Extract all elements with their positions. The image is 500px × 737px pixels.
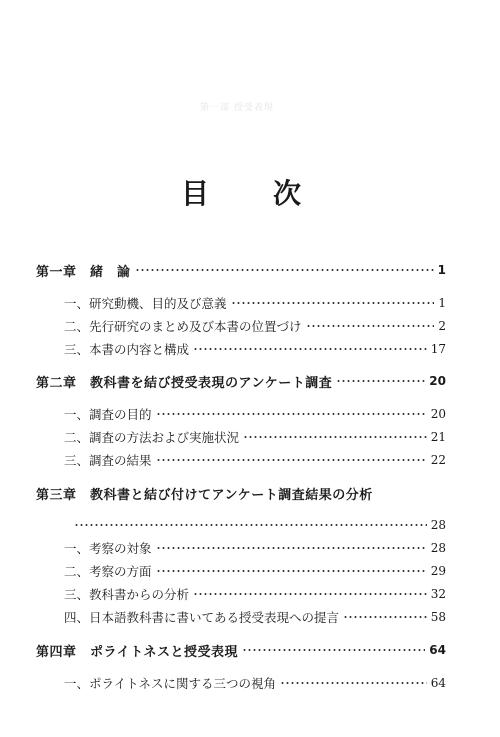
dot-leader: [306, 325, 435, 327]
toc-entry-page: 29: [430, 564, 446, 578]
toc-entry-label: 第二章 教科書を結び授受表現のアンケート調査: [36, 375, 333, 391]
toc-entry-page: 64: [430, 676, 446, 690]
toc-entry-page: 32: [430, 587, 446, 601]
toc-entry-section[interactable]: [64, 427, 446, 447]
toc-entry-label: 三、調査の結果: [64, 453, 152, 468]
dot-leader: [343, 616, 427, 618]
toc-entry-page: 64: [429, 643, 446, 657]
toc-entry-page: 2: [438, 319, 446, 333]
dot-leader: [135, 269, 434, 271]
dot-leader: [336, 380, 425, 382]
dot-leader: [193, 593, 427, 595]
dot-leader: [156, 570, 427, 572]
toc-entry-label: 四、日本語教科書に書いてある授受表現への提言: [64, 610, 340, 625]
toc-entry-label: 二、考察の方面: [64, 564, 152, 579]
toc-entry-section[interactable]: [64, 673, 446, 693]
toc-entry-section[interactable]: [64, 607, 446, 627]
toc-entry-section[interactable]: [64, 339, 446, 359]
toc-entry-chapter-4[interactable]: [36, 640, 446, 660]
toc-entry-page: 28: [430, 541, 446, 555]
dot-leader: [193, 348, 427, 350]
toc-entry-label: 一、考察の対象: [64, 541, 152, 556]
toc-entry-page: 1: [438, 296, 446, 310]
toc-entry-page: 28: [430, 518, 446, 532]
toc-entry-continuation[interactable]: [74, 515, 446, 535]
toc-entry-page: 20: [430, 407, 446, 421]
toc-entry-label: 三、教科書からの分析: [64, 587, 190, 602]
dot-leader: [156, 547, 427, 549]
toc-entry-section[interactable]: [64, 584, 446, 604]
toc-entry-chapter-1[interactable]: [36, 260, 446, 280]
toc-entry-section[interactable]: [64, 561, 446, 581]
toc-entry-label: 第一章 緒 論: [36, 264, 131, 280]
toc-entry-label: 一、調査の目的: [64, 407, 152, 422]
toc-entry-label: 二、先行研究のまとめ及び本書の位置づけ: [64, 319, 302, 334]
toc-entry-section[interactable]: [64, 316, 446, 336]
toc-entry-page: 1: [437, 263, 446, 277]
toc-entry-section[interactable]: [64, 404, 446, 424]
dot-leader: [156, 459, 427, 461]
toc-entry-page: 21: [430, 430, 446, 444]
dot-leader: [156, 413, 427, 415]
toc-entry-page: 17: [430, 342, 446, 356]
toc-entry-chapter-2[interactable]: [36, 371, 446, 391]
faint-header-text: 第一部 授受表現: [200, 103, 274, 113]
toc-entry-label: 一、ポライトネスに関する三つの視角: [64, 676, 277, 691]
toc-entry-label: 第三章 教科書と結び付けてアンケート調査結果の分析: [36, 487, 373, 503]
toc-entry-section[interactable]: [64, 538, 446, 558]
toc-entry-section[interactable]: [64, 293, 446, 313]
toc-entry-section[interactable]: [64, 450, 446, 470]
toc-entry-label: 第四章 ポライトネスと授受表現: [36, 644, 238, 660]
toc-entry-label: 二、調査の方法および実施状況: [64, 430, 240, 445]
dot-leader: [280, 682, 427, 684]
page-title: 目 次: [180, 177, 319, 210]
dot-leader: [242, 649, 425, 651]
dot-leader: [243, 436, 427, 438]
toc-entry-page: 58: [430, 610, 446, 624]
toc-entry-label: 三、本書の内容と構成: [64, 342, 190, 357]
toc-entry-page: 20: [429, 374, 446, 388]
toc-entry-label: 一、研究動機、目的及び意義: [64, 296, 227, 311]
toc-entry-chapter-3[interactable]: [36, 483, 446, 503]
dot-leader: [74, 524, 427, 526]
dot-leader: [231, 302, 435, 304]
toc-entry-page: 22: [430, 453, 446, 467]
